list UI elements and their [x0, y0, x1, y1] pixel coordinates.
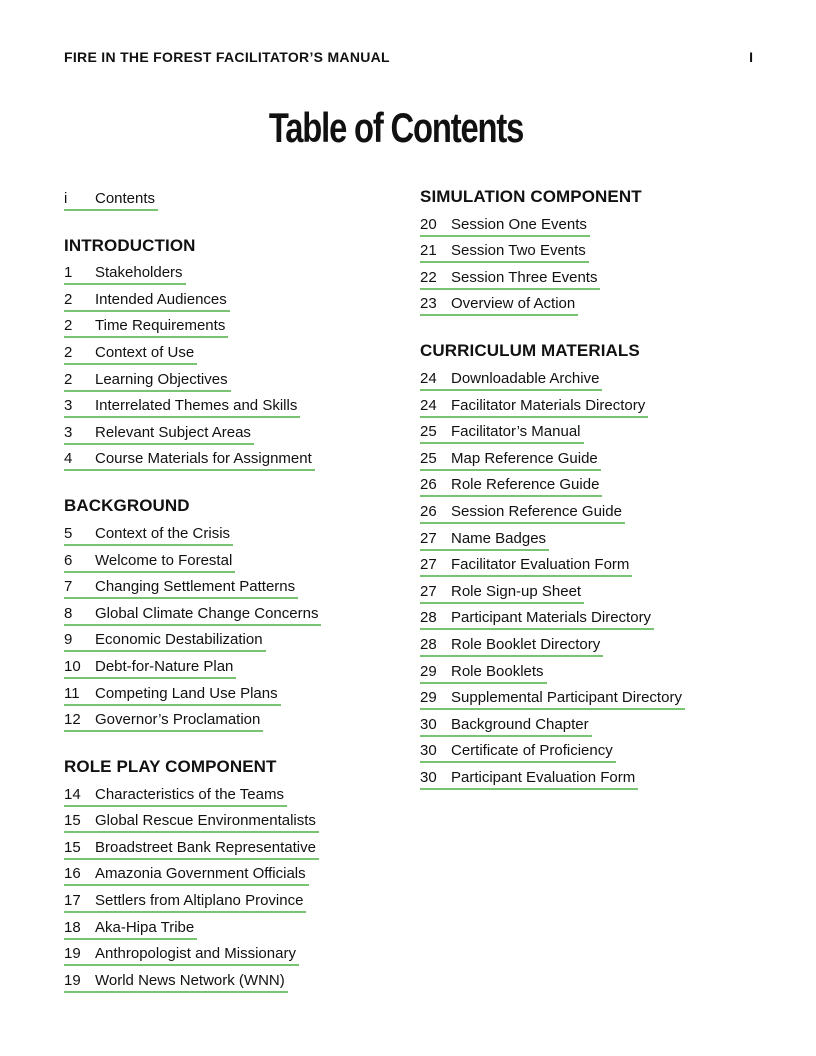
section-heading: BACKGROUND	[64, 496, 190, 516]
toc-entry-label: Intended Audiences	[95, 290, 227, 308]
toc-page-number: 7	[64, 578, 73, 596]
toc-entry-label: Amazonia Government Officials	[95, 865, 306, 883]
toc-entry-link[interactable]	[64, 605, 321, 626]
toc-entry-link[interactable]	[64, 525, 233, 546]
toc-entry-label: Participant Materials Directory	[451, 609, 652, 627]
toc-page-number: 25	[420, 449, 437, 467]
toc-section-role-play-component	[64, 754, 409, 993]
toc-entry-label: Role Sign-up Sheet	[451, 582, 582, 600]
toc-page-number: 4	[64, 450, 73, 468]
toc-entry-label: Governor’s Proclamation	[95, 711, 261, 729]
toc-row	[64, 365, 409, 392]
toc-right-column	[420, 184, 765, 812]
toc-entry-link[interactable]	[420, 716, 592, 737]
toc-row	[420, 391, 765, 418]
toc-section-background	[64, 493, 409, 732]
toc-left-column	[64, 184, 409, 1015]
toc-section-introduction	[64, 233, 409, 472]
toc-entry-link[interactable]	[64, 190, 158, 211]
toc-page-number: 28	[420, 635, 437, 653]
toc-entry-link[interactable]	[64, 264, 186, 285]
toc-row	[64, 807, 409, 834]
toc-row	[64, 259, 409, 286]
toc-section-curriculum-materials	[420, 338, 765, 790]
toc-row	[420, 763, 765, 790]
toc-entry-link[interactable]	[420, 769, 638, 790]
toc-page-number: 30	[420, 768, 437, 786]
toc-entry-link[interactable]	[420, 370, 602, 391]
toc-row	[420, 497, 765, 524]
toc-entry-label: Certificate of Proficiency	[451, 742, 613, 760]
toc-entry-link[interactable]	[64, 397, 300, 418]
toc-page-number: 29	[420, 662, 437, 680]
toc-row	[420, 737, 765, 764]
toc-row	[64, 519, 409, 546]
toc-page-number: 26	[420, 476, 437, 494]
toc-row	[64, 940, 409, 967]
toc-entry-link[interactable]	[64, 786, 287, 807]
toc-entry-link[interactable]	[420, 636, 603, 657]
toc-row	[64, 679, 409, 706]
toc-entry-label: Name Badges	[451, 529, 547, 547]
toc-row	[420, 710, 765, 737]
toc-entry-label: Global Rescue Environmentalists	[95, 812, 316, 830]
toc-entry-label: Aka-Hipa Tribe	[95, 918, 195, 936]
toc-entry-link[interactable]	[64, 658, 236, 679]
toc-section-front	[64, 184, 409, 211]
toc-page-number: 14	[64, 785, 81, 803]
section-heading: CURRICULUM MATERIALS	[420, 341, 640, 361]
toc-row	[64, 913, 409, 940]
toc-entry-label: Supplemental Participant Directory	[451, 689, 682, 707]
toc-row	[64, 886, 409, 913]
toc-page-number: 23	[420, 295, 437, 313]
toc-entry-link[interactable]	[64, 711, 263, 732]
toc-entry-link[interactable]	[420, 295, 578, 316]
toc-entry-label: Participant Evaluation Form	[451, 768, 636, 786]
toc-page-number: 10	[64, 657, 81, 675]
toc-page-number: 2	[64, 290, 73, 308]
toc-entry-label: Broadstreet Bank Representative	[95, 838, 316, 856]
toc-entry-label: Changing Settlement Patterns	[95, 578, 296, 596]
toc-entry-link[interactable]	[64, 839, 319, 860]
toc-entry-label: Interrelated Themes and Skills	[95, 397, 298, 415]
section-heading: SIMULATION COMPONENT	[420, 187, 642, 206]
toc-entry-label: Downloadable Archive	[451, 369, 600, 387]
toc-entry-link[interactable]	[420, 423, 584, 444]
toc-entry-link[interactable]	[64, 344, 197, 365]
toc-page-number: 17	[64, 892, 81, 910]
toc-entry-label: Relevant Subject Areas	[95, 423, 251, 441]
toc-entry-label: Welcome to Forestal	[95, 551, 233, 569]
toc-entry-label: Session Two Events	[451, 242, 586, 260]
toc-entry-label: Economic Destabilization	[95, 631, 263, 649]
toc-page-number: 19	[64, 971, 81, 989]
toc-page-number: 19	[64, 945, 81, 963]
toc-row	[64, 418, 409, 445]
toc-row	[64, 546, 409, 573]
toc-page-number: 16	[64, 865, 81, 883]
toc-page-number: 6	[64, 551, 73, 569]
toc-row	[64, 312, 409, 339]
toc-page-number: 25	[420, 423, 437, 441]
toc-entry-link[interactable]	[64, 552, 235, 573]
toc-entry-link[interactable]	[64, 578, 298, 599]
toc-page-number: 20	[420, 215, 437, 233]
toc-row	[420, 418, 765, 445]
toc-page-number: 22	[420, 268, 437, 286]
toc-page-number: 15	[64, 812, 81, 830]
toc-entry-link[interactable]	[420, 476, 602, 497]
toc-entry-link[interactable]	[420, 742, 616, 763]
toc-entry-link[interactable]	[420, 450, 601, 471]
toc-entry-label: Competing Land Use Plans	[95, 684, 278, 702]
toc-row	[420, 263, 765, 290]
toc-entry-label: Context of Use	[95, 343, 195, 361]
toc-entry-link[interactable]	[420, 530, 549, 551]
toc-entry-link[interactable]	[64, 865, 309, 886]
toc-row	[420, 237, 765, 264]
toc-row	[64, 599, 409, 626]
toc-entry-label: Facilitator Evaluation Form	[451, 556, 630, 574]
toc-entry-label: Learning Objectives	[95, 370, 228, 388]
toc-row	[420, 604, 765, 631]
toc-page-number: 21	[420, 242, 437, 260]
toc-entry-label: Debt-for-Nature Plan	[95, 657, 234, 675]
toc-row	[64, 860, 409, 887]
toc-row	[420, 684, 765, 711]
toc-entry-label: Session Three Events	[451, 268, 598, 286]
toc-entry-link[interactable]	[64, 685, 281, 706]
toc-row	[420, 210, 765, 237]
toc-entry-link[interactable]	[420, 663, 547, 684]
toc-row	[420, 524, 765, 551]
toc-row	[420, 657, 765, 684]
toc-entry-link[interactable]	[420, 583, 584, 604]
toc-page-number: 18	[64, 918, 81, 936]
toc-page-number: 26	[420, 502, 437, 520]
toc-entry-label: Context of the Crisis	[95, 524, 231, 542]
toc-page-number: 11	[64, 684, 80, 702]
toc-entry-link[interactable]	[64, 892, 306, 913]
toc-entry-link[interactable]	[420, 397, 648, 418]
toc-entry-link[interactable]	[420, 242, 589, 263]
toc-section-simulation-component	[420, 184, 765, 316]
toc-page-number: 2	[64, 343, 73, 361]
section-heading: INTRODUCTION	[64, 235, 196, 255]
toc-page-number: 5	[64, 524, 73, 542]
toc-page-number: 30	[420, 742, 437, 760]
toc-entry-link[interactable]	[420, 609, 654, 630]
toc-page-number: i	[64, 189, 68, 207]
toc-entry-link[interactable]	[64, 972, 288, 993]
toc-entry-label: Characteristics of the Teams	[95, 785, 284, 803]
toc-entry-label: Contents	[95, 189, 156, 207]
toc-entry-link[interactable]	[64, 945, 299, 966]
toc-page-number: 24	[420, 396, 437, 414]
toc-row	[64, 573, 409, 600]
toc-row	[420, 444, 765, 471]
toc-row	[64, 706, 409, 733]
toc-entry-label: Session One Events	[451, 215, 587, 233]
toc-entry-link[interactable]	[64, 291, 230, 312]
toc-row	[64, 833, 409, 860]
section-heading: ROLE PLAY COMPONENT	[64, 757, 277, 777]
toc-entry-label: Anthropologist and Missionary	[95, 945, 296, 963]
toc-entry-link[interactable]	[420, 556, 632, 577]
page-title: Table of Contents	[268, 104, 524, 151]
toc-row	[64, 780, 409, 807]
toc-entry-link[interactable]	[420, 216, 590, 237]
page-number: I	[749, 49, 753, 65]
toc-entry-label: Role Reference Guide	[451, 476, 600, 494]
toc-page-number: 27	[420, 582, 437, 600]
toc-row	[64, 445, 409, 472]
toc-page-number: 24	[420, 369, 437, 387]
toc-entry-label: Facilitator’s Manual	[451, 423, 581, 441]
toc-entry-link[interactable]	[64, 450, 315, 471]
toc-row	[420, 551, 765, 578]
toc-entry-link[interactable]	[64, 919, 197, 940]
toc-entry-label: Session Reference Guide	[451, 502, 622, 520]
toc-page-number: 27	[420, 556, 437, 574]
toc-row	[64, 392, 409, 419]
toc-entry-link[interactable]	[64, 631, 266, 652]
toc-entry-label: Map Reference Guide	[451, 449, 598, 467]
toc-row	[420, 630, 765, 657]
toc-entry-link[interactable]	[64, 424, 254, 445]
toc-entry-label: Time Requirements	[95, 317, 226, 335]
toc-page-number: 30	[420, 715, 437, 733]
toc-page-number: 3	[64, 397, 73, 415]
toc-page-number: 3	[64, 423, 73, 441]
toc-entry-label: Background Chapter	[451, 715, 589, 733]
toc-page-number: 2	[64, 370, 73, 388]
toc-entry-label: Stakeholders	[95, 264, 183, 282]
toc-row	[64, 338, 409, 365]
toc-row	[64, 626, 409, 653]
toc-page-number: 1	[64, 264, 73, 282]
toc-page-number: 12	[64, 711, 81, 729]
toc-entry-link[interactable]	[64, 317, 228, 338]
toc-row	[420, 471, 765, 498]
toc-page-number: 9	[64, 631, 73, 649]
toc-row	[64, 966, 409, 993]
toc-page-number: 28	[420, 609, 437, 627]
toc-entry-label: Overview of Action	[451, 295, 576, 313]
toc-entry-link[interactable]	[420, 689, 685, 710]
toc-entry-label: Global Climate Change Concerns	[95, 604, 319, 622]
toc-row	[64, 184, 409, 211]
toc-page-number: 27	[420, 529, 437, 547]
toc-row	[64, 652, 409, 679]
toc-row	[420, 290, 765, 317]
toc-entry-link[interactable]	[64, 371, 231, 392]
toc-row	[420, 577, 765, 604]
toc-entry-link[interactable]	[420, 503, 625, 524]
toc-row	[64, 285, 409, 312]
toc-row	[420, 364, 765, 391]
toc-entry-label: Role Booklet Directory	[451, 635, 601, 653]
toc-page-number: 2	[64, 317, 73, 335]
toc-entry-label: Role Booklets	[451, 662, 544, 680]
toc-page-number: 15	[64, 838, 81, 856]
toc-entry-label: World News Network (WNN)	[95, 971, 285, 989]
toc-entry-label: Settlers from Altiplano Province	[95, 892, 304, 910]
toc-page-number: 8	[64, 604, 73, 622]
toc-entry-label: Course Materials for Assignment	[95, 450, 312, 468]
toc-page-number: 29	[420, 689, 437, 707]
toc-entry-link[interactable]	[64, 812, 319, 833]
toc-entry-label: Facilitator Materials Directory	[451, 396, 646, 414]
toc-entry-link[interactable]	[420, 269, 600, 290]
running-header-title: FIRE IN THE FOREST FACILITATOR’S MANUAL	[64, 49, 390, 65]
